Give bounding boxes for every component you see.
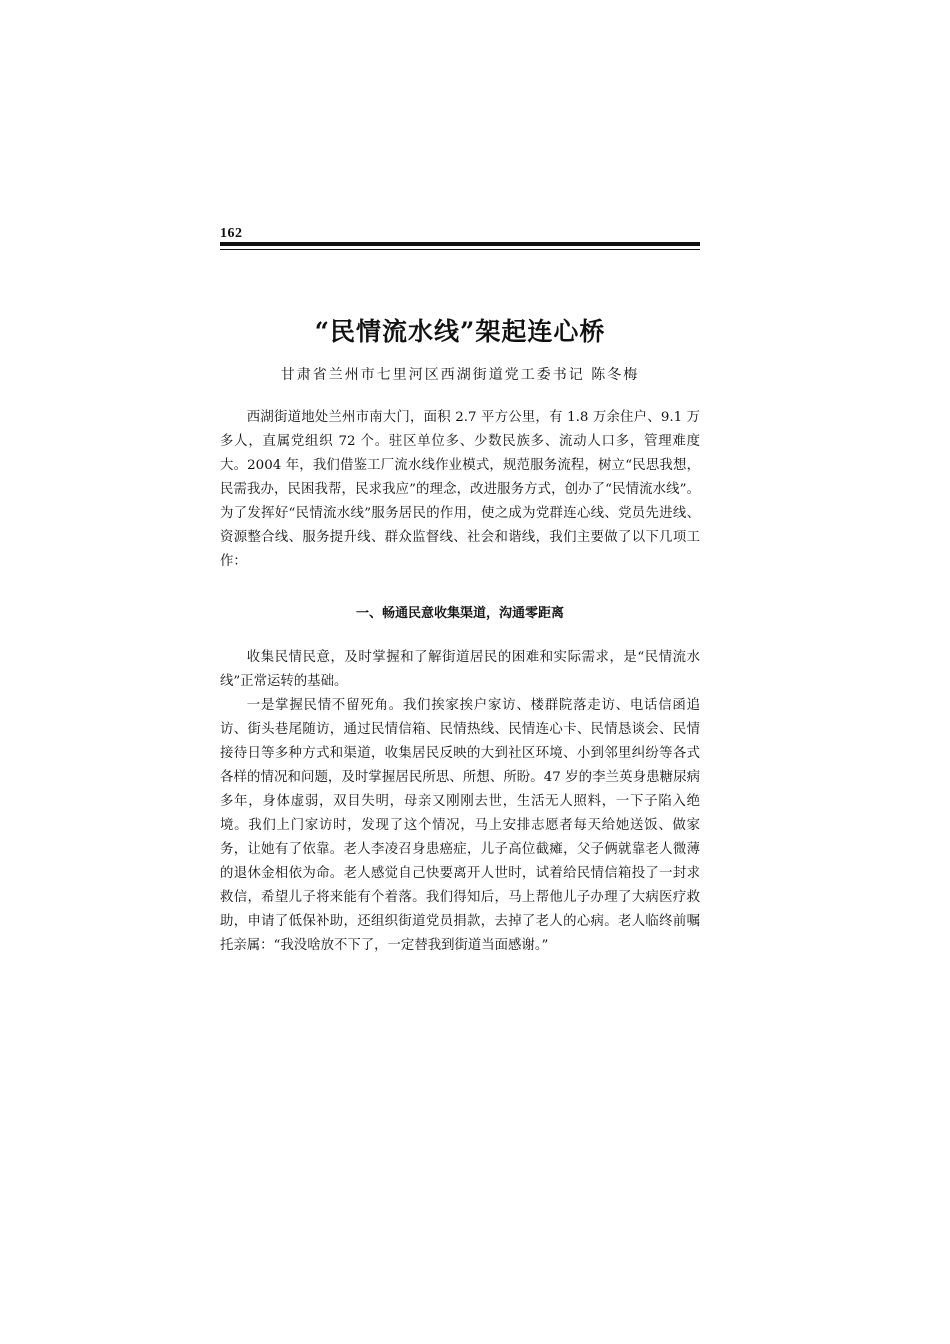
article-title: “民情流水线”架起连心桥 xyxy=(314,317,606,346)
intro-paragraph: 西湖街道地处兰州市南大门，面积 2.7 平方公里，有 1.8 万余住户、9.1 万多人，直属党组织 72 个。驻区单位多、少数民族多、流动人口多，管理难度大。2004 年，我们借鉴工厂流水线作业模式，规范服务流程，树立“民思我想，民需我办，民困我帮，民求我应”的理念，改进服务方式，创办了“民情流水线”。为了发挥好“民情流水线”服务居民的作用，使之成为党群连心线、党员先进线、资源整合线、服务提升线、群众监督线、社会和谐线，我们主要做了以下几项工作： xyxy=(220,410,700,569)
header-rule-thick xyxy=(220,242,700,246)
intro-block xyxy=(220,406,700,574)
section-paragraph-1: 收集民情民意，及时掌握和了解街道居民的困难和实际需求，是“民情流水线”正常运转的基础。 xyxy=(220,650,700,689)
header-rule-thin xyxy=(220,249,700,250)
section-body xyxy=(220,646,700,958)
section-paragraph-2: 一是掌握民情不留死角。我们挨家挨户家访、楼群院落走访、电话信函追访、街头巷尾随访，通过民情信箱、民情热线、民情连心卡、民情恳谈会、民情接待日等多种方式和渠道，收集居民反映的大到社区环境、小到邻里纠纷等各式各样的情况和问题，及时掌握居民所思、所想、所盼。47 岁的李兰英身患糖尿病多年，身体虚弱，双目失明，母亲又刚刚去世，生活无人照料，一下子陷入绝境。我们上门家访时，发现了这个情况，马上安排志愿者每天给她送饭、做家务，让她有了依靠。老人李凌召身患癌症，儿子高位截瘫，父子俩就靠老人微薄的退休金相依为命。老人感觉自己快要离开人世时，试着给民情信箱投了一封求救信，希望儿子将来能有个着落。我们得知后，马上帮他儿子办理了大病医疗救助，申请了低保补助，还组织街道党员捐款，去掉了老人的心病。老人临终前嘱托亲属：“我没啥放不下了，一定替我到街道当面感谢。” xyxy=(220,698,700,953)
article-byline: 甘肃省兰州市七里河区西湖街道党工委书记 陈冬梅 xyxy=(280,367,640,383)
section-heading: 一、畅通民意收集渠道，沟通零距离 xyxy=(355,606,564,621)
page-number: 162 xyxy=(220,226,243,241)
